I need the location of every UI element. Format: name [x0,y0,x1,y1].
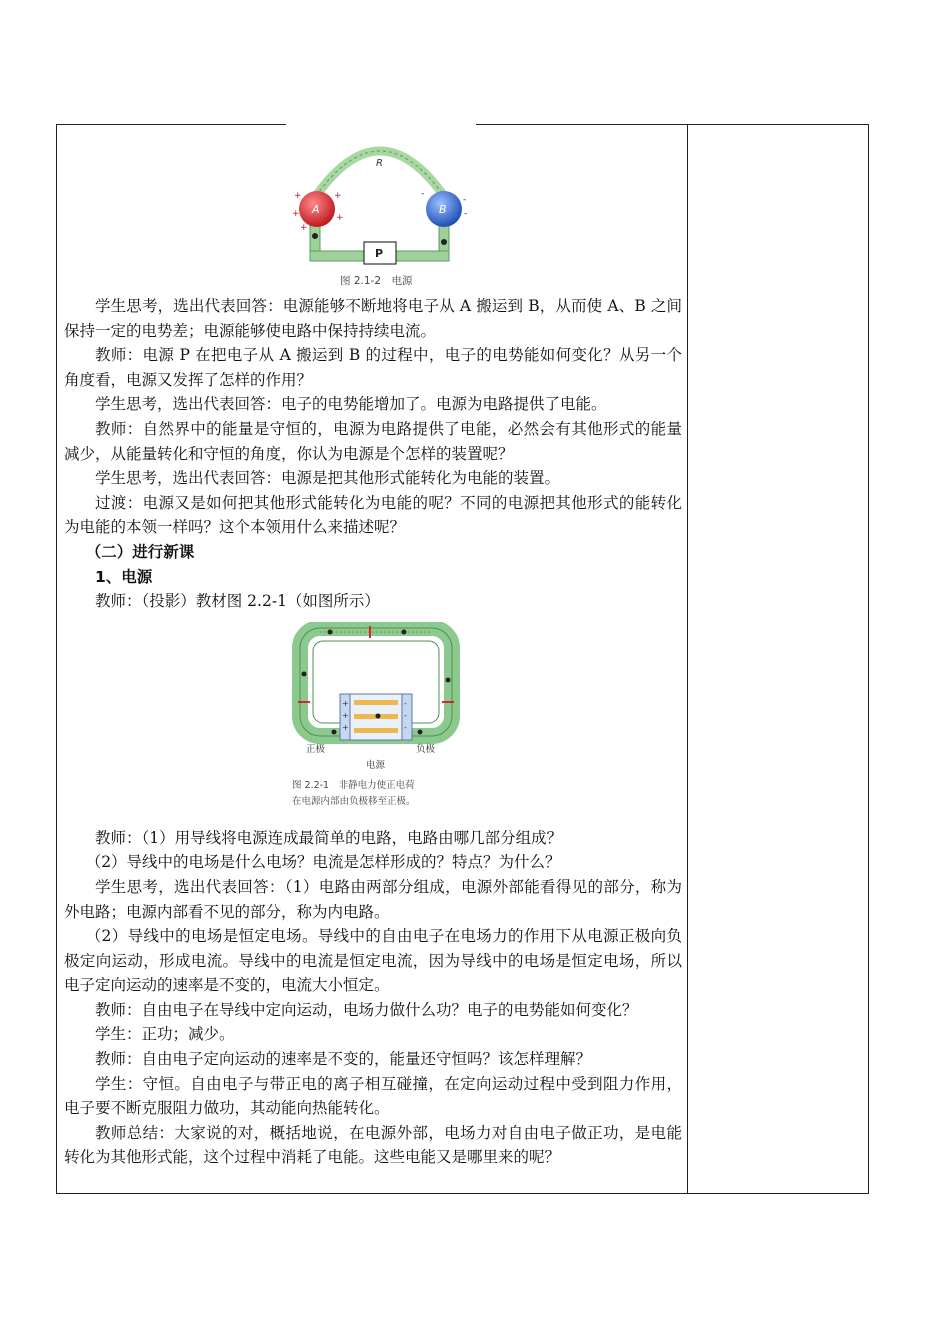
paragraph-student-answer-1: 学生思考，选出代表回答：电源能够不断地将电子从 A 搬运到 B，从而使 A、B 之间保持一定的电势差；电源能够使电路中保持持续电流。 [64,297,682,340]
svg-text:-: - [464,209,468,219]
paragraph-teacher-question-2: 教师：自然界中的能量是守恒的，电源为电路提供了电能，必然会有其他形式的能量减少，从能量转化和守恒的角度，你认为电源是个怎样的装置呢？ [64,419,682,463]
paragraph-teacher-question-5: 教师：自由电子在导线中定向运动，电场力做什么功？电子的电势能如何变化？ [95,1000,638,1019]
label-positive-pole: 正极 [306,743,326,755]
lesson-content-cell [64,124,682,1170]
figure-power-source-diagram [286,124,476,294]
svg-text:-: - [404,722,407,732]
subsection-heading: 1、电源 [95,567,153,586]
svg-text:+: + [300,223,308,233]
figure2-caption-line1: 图 2.2-1 非静电力使正电荷 [292,779,415,791]
svg-text:-: - [421,189,425,199]
paragraph-student-answer-2: 学生思考，选出代表回答：电子的电势能增加了。电源为电路提供了电能。 [95,395,607,414]
svg-text:+: + [342,710,349,720]
svg-text:+: + [292,209,300,219]
battery-circuit-illustration [292,622,462,812]
label-power-source: 电源 [366,759,386,771]
paragraph-transition: 过渡：电源又是如何把其他形式能转化为电能的呢？不同的电源把其他形式的能转化为电能的本领一样吗？这个本领用什么来描述呢？ [64,493,682,537]
paragraph-student-answer-4: 学生思考，选出代表回答：（1）电路由两部分组成，电源外部能看得见的部分，称为外电路；电源内部看不见的部分，称为内电路。 [64,877,682,921]
table-column-divider [687,124,688,1194]
circuit-illustration [286,124,476,294]
svg-text:-: - [404,698,407,708]
label-p: P [375,247,384,260]
svg-text:+: + [342,722,349,732]
paragraph-teacher-question-1: 教师：电源 P 在把电子从 A 搬运到 B 的过程中，电子的电势能如何变化？从另一个角度看，电源又发挥了怎样的作用？ [64,346,682,389]
label-b: B [439,203,447,216]
label-a: A [312,203,320,216]
paragraph-teacher-projection: 教师：（投影）教材图 2.2-1（如图所示） [95,592,380,611]
section-heading: （二）进行新课 [85,542,195,561]
label-r: R [376,158,383,169]
figure2-caption-line2: 在电源内部由负极移至正极。 [292,795,416,807]
svg-text:+: + [342,698,349,708]
svg-text:-: - [404,710,407,720]
paragraph-student-answer-3: 学生思考，选出代表回答：电源是把其他形式能转化为电能的装置。 [95,469,561,488]
svg-text:-: - [463,195,467,205]
paragraph-student-answer-6: 学生：正功；减少。 [95,1025,235,1044]
figure-non-electrostatic-force [292,622,462,812]
figure1-caption: 图 2.1-2 电源 [340,275,413,287]
paragraph-teacher-question-3: 教师：（1）用导线将电源连成最简单的电路，电路由哪几部分组成？ [95,828,563,847]
paragraph-student-answer-5: （2）导线中的电场是恒定电场。导线中的自由电子在电场力的作用下从电源正极向负极定向运动，形成电流。导线中的电流是恒定电流，因为导线中的电场是恒定电场，所以电子定向运动的速率是不变的，电流大小恒定。 [64,927,682,995]
svg-text:+: + [336,213,344,223]
paragraph-student-answer-7: 学生：守恒。自由电子与带正电的离子相互碰撞，在定向运动过程中受到阻力作用，电子要不断克服阻力做功，其动能向热能转化。 [64,1074,682,1118]
label-negative-pole: 负极 [416,743,436,755]
svg-text:+: + [294,191,302,201]
paragraph-teacher-summary: 教师总结：大家说的对，概括地说，在电源外部，电场力对自由电子做正功，是电能转化为其他形式能，这个过程中消耗了电能。这些电能又是哪里来的呢？ [64,1123,682,1167]
paragraph-teacher-question-4: （2）导线中的电场是什么电场？电流是怎样形成的？特点？为什么？ [85,853,561,872]
svg-text:+: + [334,191,342,201]
paragraph-teacher-question-6: 教师：自由电子定向运动的速率是不变的，能量还守恒吗？该怎样理解？ [95,1050,592,1069]
